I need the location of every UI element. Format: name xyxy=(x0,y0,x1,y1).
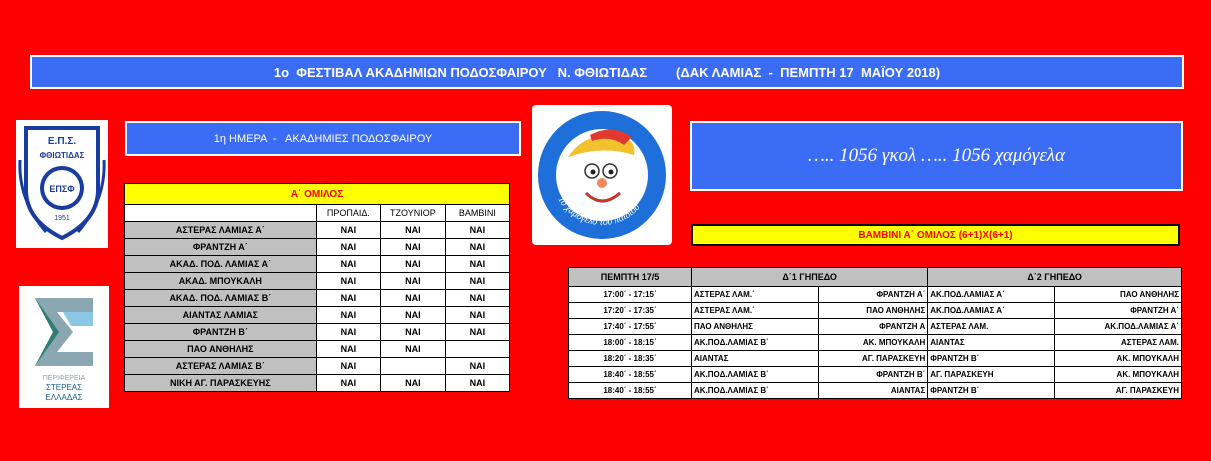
header-propaid: ΠΡΟΠΑΙΔ. xyxy=(316,205,380,222)
participation-cell: ΝΑΙ xyxy=(381,307,446,324)
eps-year-text: 1951 xyxy=(54,215,70,222)
team-row xyxy=(125,341,510,358)
team-row xyxy=(125,375,510,392)
d1-home-team: ΠΑΟ ΑΝΘΗΛΗΣ xyxy=(692,319,819,335)
match-time: 17:20΄ - 17:35΄ xyxy=(569,303,692,319)
participation-cell: ΝΑΙ xyxy=(316,324,380,341)
participation-cell: ΝΑΙ xyxy=(316,273,380,290)
participation-cell: ΝΑΙ xyxy=(316,358,380,375)
region-sterea-ellada-logo xyxy=(19,286,109,408)
eps-top-text: Ε.Π.Σ. xyxy=(47,136,77,147)
participation-cell: ΝΑΙ xyxy=(316,239,380,256)
participation-cell: ΝΑΙ xyxy=(445,324,509,341)
team-row xyxy=(125,307,510,324)
team-row xyxy=(125,358,510,375)
participation-cell: ΝΑΙ xyxy=(381,324,446,341)
team-name: ΑΣΤΕΡΑΣ ΛΑΜΙΑΣ Α΄ xyxy=(125,222,317,239)
d2-home-team: ΑΓ. ΠΑΡΑΣΚΕΥΗ xyxy=(928,367,1055,383)
match-time: 17:00΄ - 17:15΄ xyxy=(569,287,692,303)
d1-away-team: ΑΚ. ΜΠΟΥΚΑΛΗ xyxy=(819,335,928,351)
participation-cell: ΝΑΙ xyxy=(445,256,509,273)
team-header-cell xyxy=(125,205,317,222)
participation-cell: ΝΑΙ xyxy=(445,358,509,375)
match-time: 18:00΄ - 18:15΄ xyxy=(569,335,692,351)
d2-home-team: ΑΚ.ΠΟΔ.ΛΑΜΙΑΣ Α΄ xyxy=(928,303,1055,319)
participation-cell: ΝΑΙ xyxy=(445,290,509,307)
region-line2: ΣΤΕΡΕΑΣ xyxy=(45,383,83,392)
d1-away-team: ΦΡΑΝΤΖΗ Α΄ xyxy=(819,287,928,303)
participation-cell: ΝΑΙ xyxy=(381,375,446,392)
participation-cell: ΝΑΙ xyxy=(381,222,446,239)
participation-cell: ΝΑΙ xyxy=(445,239,509,256)
d2-away-team: ΦΡΑΝΤΖΗ Α΄ xyxy=(1055,303,1182,319)
child-logo-text: Το χαμόγελο του παιδιού xyxy=(555,194,643,229)
group-a-title: Α΄ ΟΜΙΛΟΣ xyxy=(125,184,510,205)
team-name: ΑΚΑΔ. ΜΠΟΥΚΑΛΗ xyxy=(125,273,317,290)
team-name: ΝΙΚΗ ΑΓ. ΠΑΡΑΣΚΕΥΗΣ xyxy=(125,375,317,392)
team-row xyxy=(125,273,510,290)
team-name: ΑΣΤΕΡΑΣ ΛΑΜΙΑΣ Β΄ xyxy=(125,358,317,375)
participation-cell: ΝΑΙ xyxy=(316,307,380,324)
d1-away-team: ΦΡΑΝΤΖΗ Β΄ xyxy=(819,367,928,383)
team-name: ΦΡΑΝΤΖΗ Α΄ xyxy=(125,239,317,256)
d2-away-team: ΑΚ. ΜΠΟΥΚΑΛΗ xyxy=(1055,351,1182,367)
d1-home-team: ΑΚ.ΠΟΔ.ΛΑΜΙΑΣ Β΄ xyxy=(692,367,819,383)
team-name: ΑΙΑΝΤΑΣ ΛΑΜΙΑΣ xyxy=(125,307,317,324)
match-row xyxy=(569,335,1182,351)
participation-cell: ΝΑΙ xyxy=(381,273,446,290)
eps-name-text: ΦΘΙΩΤΙΔΑΣ xyxy=(39,151,85,160)
participation-cell: ΝΑΙ xyxy=(445,375,509,392)
participation-cell: ΝΑΙ xyxy=(316,256,380,273)
d1-away-team: ΑΙΑΝΤΑΣ xyxy=(819,383,928,399)
group-a-header-row xyxy=(125,205,510,222)
participation-cell: ΝΑΙ xyxy=(316,341,380,358)
d2-away-team: ΑΚ.ΠΟΔ.ΛΑΜΙΑΣ Α΄ xyxy=(1055,319,1182,335)
schedule-table xyxy=(568,267,1182,399)
participation-cell: ΝΑΙ xyxy=(445,273,509,290)
d2-home-team: ΦΡΑΝΤΖΗ Β΄ xyxy=(928,383,1055,399)
smiling-child-icon xyxy=(532,105,672,245)
team-name: ΑΚΑΔ. ΠΟΔ. ΛΑΜΙΑΣ Β΄ xyxy=(125,290,317,307)
d1-away-team: ΠΑΟ ΑΝΘΗΛΗΣ xyxy=(819,303,928,319)
d1-away-team: ΑΓ. ΠΑΡΑΣΚΕΥΗ xyxy=(819,351,928,367)
schedule-date-header: ΠΕΜΠΤΗ 17/5 xyxy=(569,268,692,287)
team-row xyxy=(125,290,510,307)
team-row xyxy=(125,222,510,239)
day-label: 1η ΗΜΕΡΑ - ΑΚΑΔΗΜΙΕΣ ΠΟΔΟΣΦΑΙΡΟΥ xyxy=(125,121,521,156)
participation-cell: ΝΑΙ xyxy=(381,239,446,256)
team-name: ΑΚΑΔ. ΠΟΔ. ΛΑΜΙΑΣ Α΄ xyxy=(125,256,317,273)
match-row xyxy=(569,367,1182,383)
match-row xyxy=(569,319,1182,335)
d1-home-team: ΑΣΤΕΡΑΣ ΛΑΜ.΄ xyxy=(692,303,819,319)
region-line1: ΠΕΡΙΦΕΡΕΙΑ xyxy=(42,375,86,382)
participation-cell: ΝΑΙ xyxy=(381,256,446,273)
match-row xyxy=(569,351,1182,367)
team-row xyxy=(125,324,510,341)
child-smile-logo xyxy=(532,105,672,245)
match-time: 18:40΄ - 18:55΄ xyxy=(569,383,692,399)
participation-cell xyxy=(381,358,446,375)
match-time: 18:20΄ - 18:35΄ xyxy=(569,351,692,367)
group-a-table xyxy=(124,183,510,392)
participation-cell: ΝΑΙ xyxy=(316,222,380,239)
d1-home-team: ΑΙΑΝΤΑΣ xyxy=(692,351,819,367)
eps-fthiotidas-logo xyxy=(16,120,108,248)
festival-banner: 1ο ΦΕΣΤΙΒΑΛ ΑΚΑΔΗΜΙΩΝ ΠΟΔΟΣΦΑΙΡΟΥ Ν. ΦΘΙΩΤΙΔΑΣ (ΔΑΚ ΛΑΜΙΑΣ - ΠΕΜΠΤΗ 17 ΜΑΪΟΥ 2018) xyxy=(30,55,1184,89)
schedule-header-row xyxy=(569,268,1182,287)
d2-home-team: ΦΡΑΝΤΖΗ Β΄ xyxy=(928,351,1055,367)
team-name: ΠΑΟ ΑΝΘΗΛΗΣ xyxy=(125,341,317,358)
header-tzounior: ΤΖΟΥΝΙΟΡ xyxy=(381,205,446,222)
match-time: 18:40΄ - 18:55΄ xyxy=(569,367,692,383)
d2-away-team: ΑΚ. ΜΠΟΥΚΑΛΗ xyxy=(1055,367,1182,383)
d1-home-team: ΑΚ.ΠΟΔ.ΛΑΜΙΑΣ Β΄ xyxy=(692,383,819,399)
d1-home-team: ΑΚ.ΠΟΔ.ΛΑΜΙΑΣ Β΄ xyxy=(692,335,819,351)
participation-cell: ΝΑΙ xyxy=(381,290,446,307)
pitch-d1-header: Δ΄1 ΓΗΠΕΔΟ xyxy=(692,268,928,287)
pitch-d2-header: Δ΄2 ΓΗΠΕΔΟ xyxy=(928,268,1182,287)
d2-home-team: ΑΚ.ΠΟΔ.ΛΑΜΙΑΣ Α΄ xyxy=(928,287,1055,303)
match-row xyxy=(569,383,1182,399)
participation-cell: ΝΑΙ xyxy=(445,222,509,239)
participation-cell xyxy=(445,341,509,358)
slogan-box: ….. 1056 γκολ ….. 1056 χαμόγελα xyxy=(690,121,1183,191)
match-time: 17:40΄ - 17:55΄ xyxy=(569,319,692,335)
eps-crest-icon xyxy=(16,120,108,248)
d1-home-team: ΑΣΤΕΡΑΣ ΛΑΜ.΄ xyxy=(692,287,819,303)
participation-cell: ΝΑΙ xyxy=(445,307,509,324)
d2-home-team: ΑΣΤΕΡΑΣ ΛΑΜ. xyxy=(928,319,1055,335)
d2-away-team: ΠΑΟ ΑΝΘΗΛΗΣ xyxy=(1055,287,1182,303)
d2-away-team: ΑΓ. ΠΑΡΑΣΚΕΥΗ xyxy=(1055,383,1182,399)
region-line3: ΕΛΛΑΔΑΣ xyxy=(45,393,83,402)
sigma-icon xyxy=(19,286,109,408)
vambini-group-label: ΒΑΜΒΙΝΙ Α΄ ΟΜΙΛΟΣ (6+1)Χ(6+1) xyxy=(691,224,1180,246)
eps-letters-text: ΕΠΣΦ xyxy=(49,184,75,194)
participation-cell: ΝΑΙ xyxy=(316,290,380,307)
header-vambini: ΒΑΜΒΙΝΙ xyxy=(445,205,509,222)
team-name: ΦΡΑΝΤΖΗ Β΄ xyxy=(125,324,317,341)
team-row xyxy=(125,256,510,273)
d1-away-team: ΦΡΑΝΤΖΗ Α xyxy=(819,319,928,335)
participation-cell: ΝΑΙ xyxy=(316,375,380,392)
d2-home-team: ΑΙΑΝΤΑΣ xyxy=(928,335,1055,351)
participation-cell: ΝΑΙ xyxy=(381,341,446,358)
match-row xyxy=(569,287,1182,303)
d2-away-team: ΑΣΤΕΡΑΣ ΛΑΜ. xyxy=(1055,335,1182,351)
match-row xyxy=(569,303,1182,319)
team-row xyxy=(125,239,510,256)
